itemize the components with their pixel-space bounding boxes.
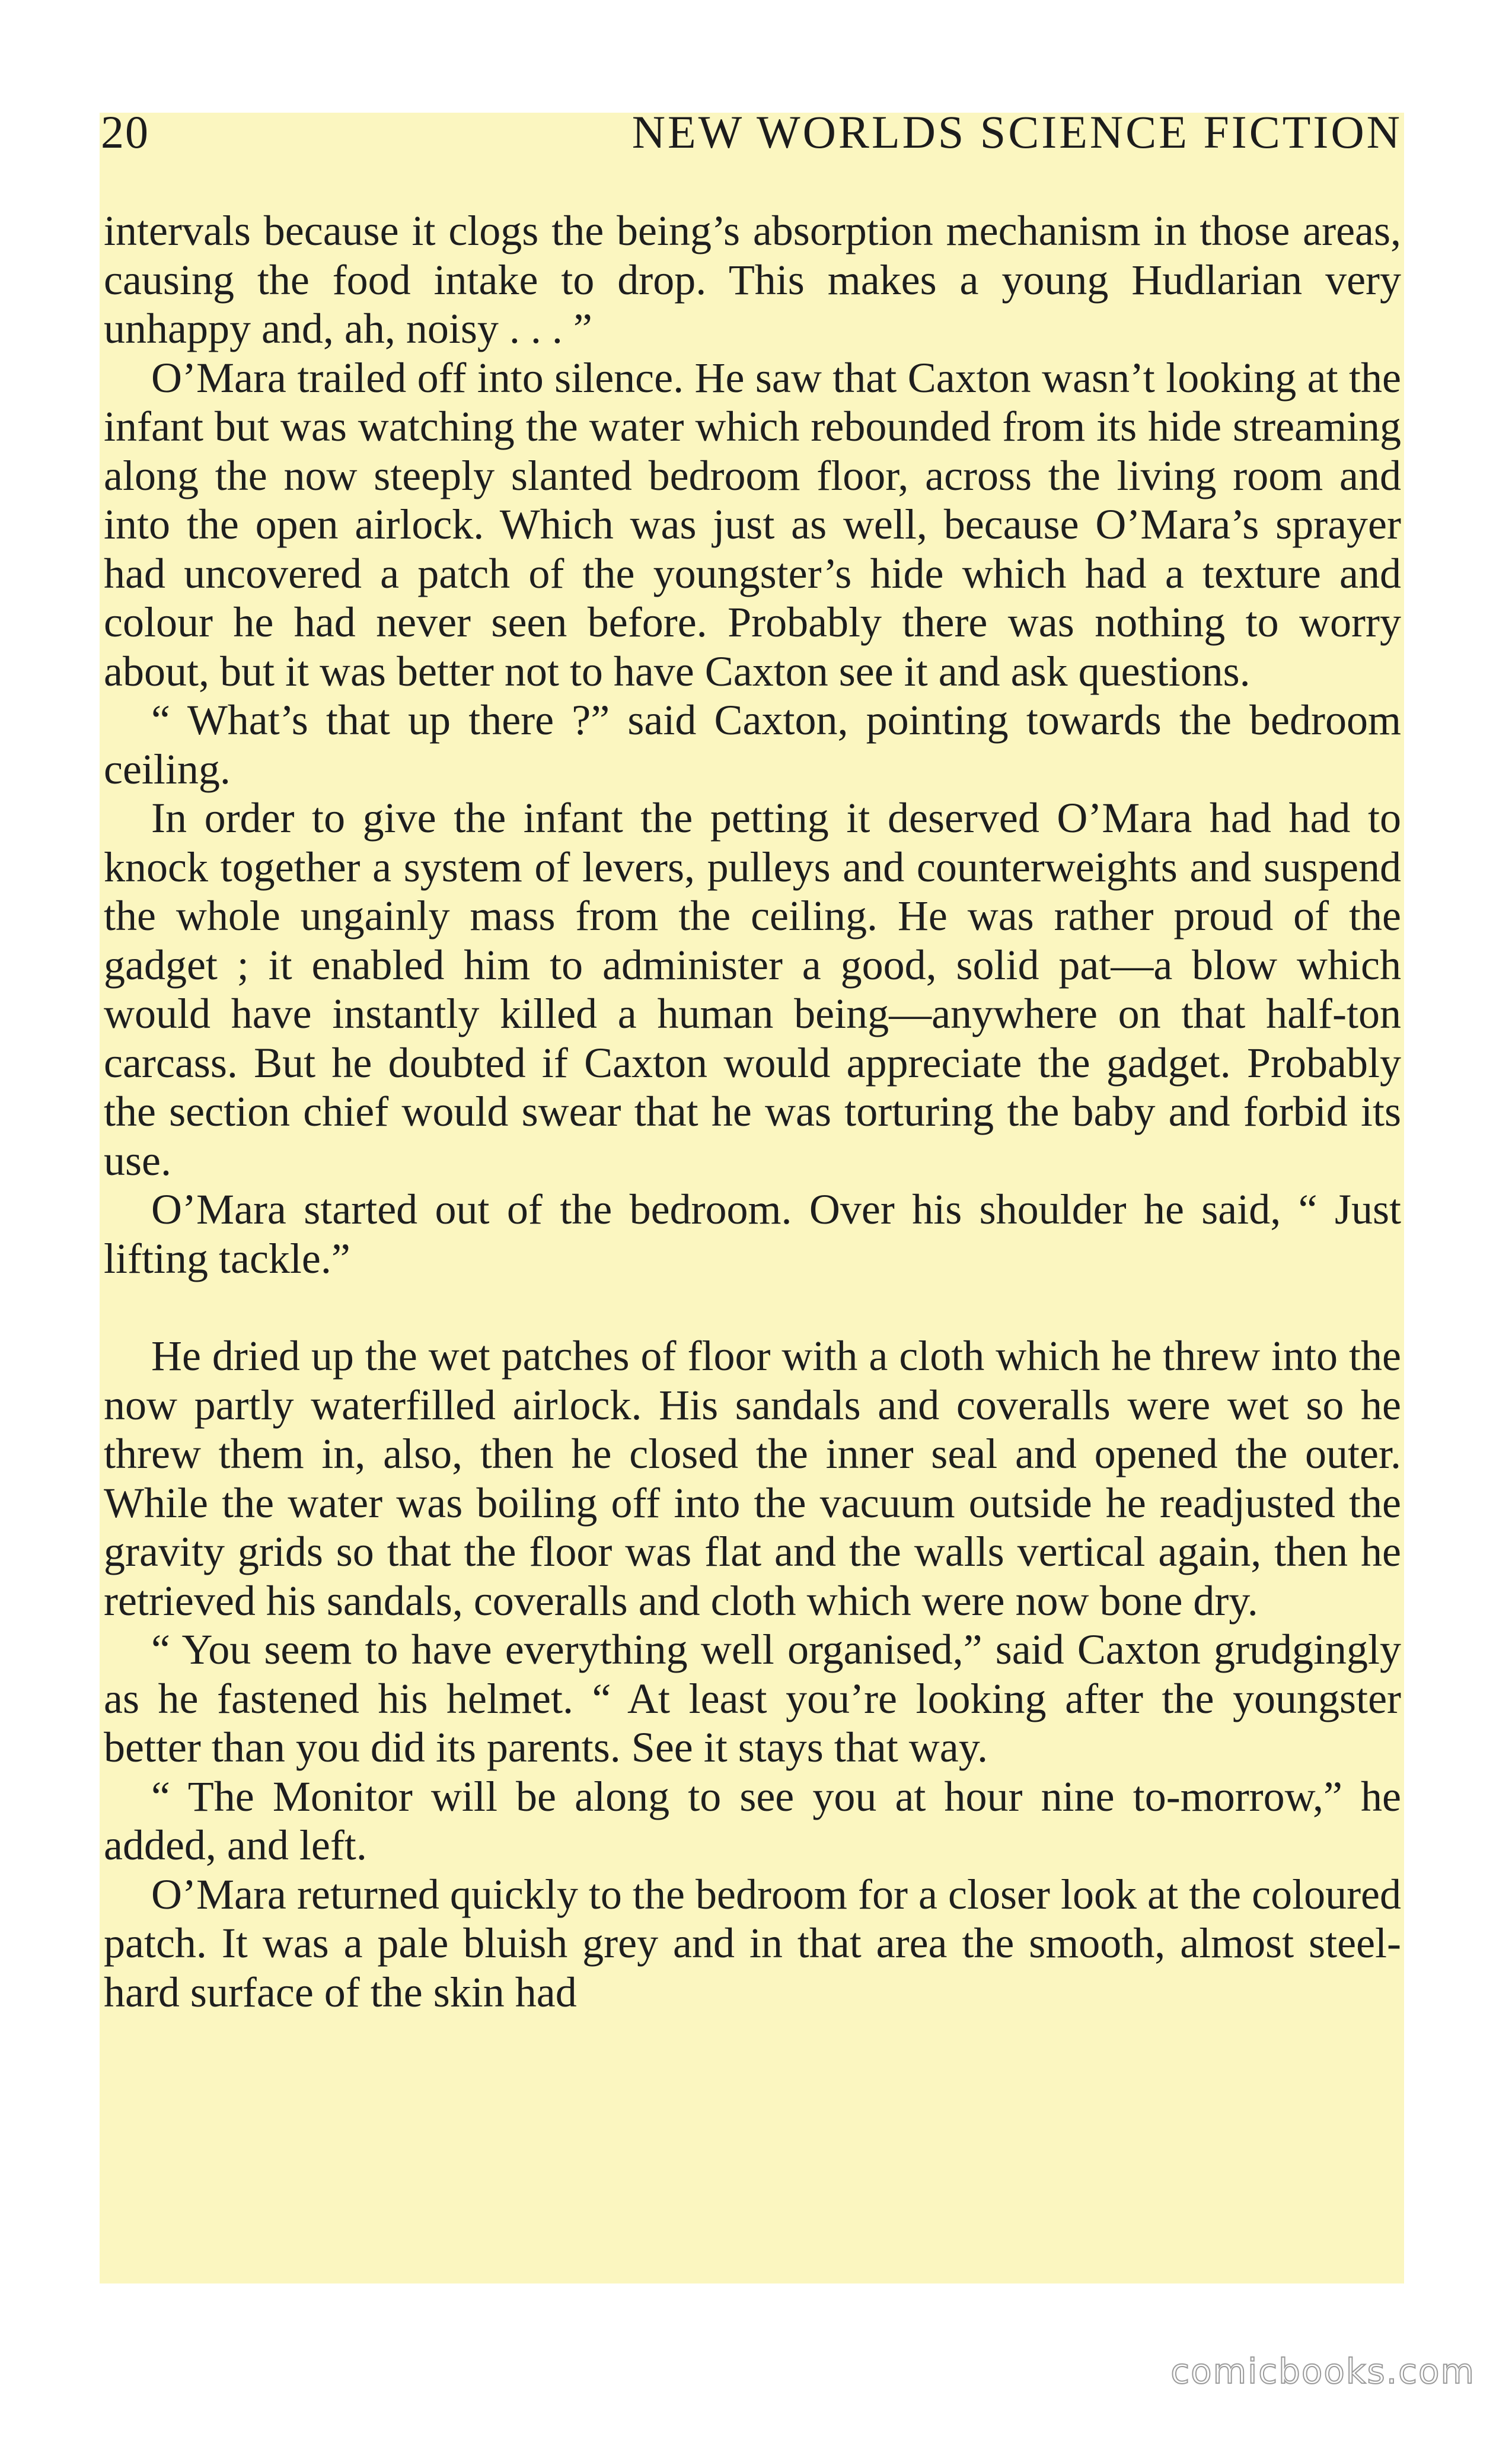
paragraph: “ What’s that up there ?” said Caxton, pointing towards the bedroom ceiling. xyxy=(104,696,1401,793)
section-break xyxy=(104,1283,1401,1332)
running-header xyxy=(101,106,1402,171)
paragraph: “ You seem to have everything well organised,” said Caxton grudgingly as he fastened his helmet. “ At least you’re looking after the youngster better than you did its parents. See it stays that way. xyxy=(104,1626,1401,1771)
paragraph: He dried up the wet patches of floor with a cloth which he threw into the now partly waterfilled airlock. His sandals and coveralls were wet so he threw them in, also, then he closed the inner seal and opened the outer. While the water was boiling off into the vacuum outside he readjusted the gravity grids so that the floor was flat and the walls vertical again, then he retrieved his sandals, coveralls and cloth which were now bone dry. xyxy=(104,1332,1401,1625)
paragraph-continued: intervals because it clogs the being’s absorption mechanism in those areas, causing the food intake to drop. This makes a young Hudlarian very unhappy and, ah, noisy . . . ” xyxy=(104,207,1401,352)
body-text xyxy=(104,206,1401,2017)
paragraph: O’Mara returned quickly to the bedroom for a closer look at the coloured patch. It was a pale bluish grey and in that area the smooth, almost steel-hard surface of the skin had xyxy=(104,1870,1401,2016)
page-number: 20 xyxy=(101,106,149,158)
paragraph: “ The Monitor will be along to see you at hour nine to-morrow,” he added, and left. xyxy=(104,1772,1401,1869)
running-title: NEW WORLDS SCIENCE FICTION xyxy=(631,106,1402,158)
paragraph: O’Mara started out of the bedroom. Over his shoulder he said, “ Just lifting tackle.” xyxy=(104,1186,1401,1282)
paragraph: In order to give the infant the petting it deserved O’Mara had had to knock together a system of levers, pulleys and counterweights and suspend the whole ungainly mass from the ceiling. He was rather proud of the gadget ; it enabled him to administer a good, solid pat—a blow which would have instantly killed a human being—anywhere on that half-ton carcass. But he doubted if Caxton would appreciate the gadget. Probably the section chief would swear that he was torturing the baby and forbid its use. xyxy=(104,794,1401,1184)
paragraph: O’Mara trailed off into silence. He saw that Caxton wasn’t looking at the infant but was watching the water which rebounded from its hide streaming along the now steeply slanted bedroom floor, across the living room and into the open airlock. Which was just as well, because O’Mara’s sprayer had uncovered a patch of the youngster’s hide which had a texture and colour he had never seen before. Probably there was nothing to worry about, but it was better not to have Caxton see it and ask questions. xyxy=(104,353,1401,695)
watermark-logo: comicbooks.com xyxy=(1170,2351,1475,2391)
